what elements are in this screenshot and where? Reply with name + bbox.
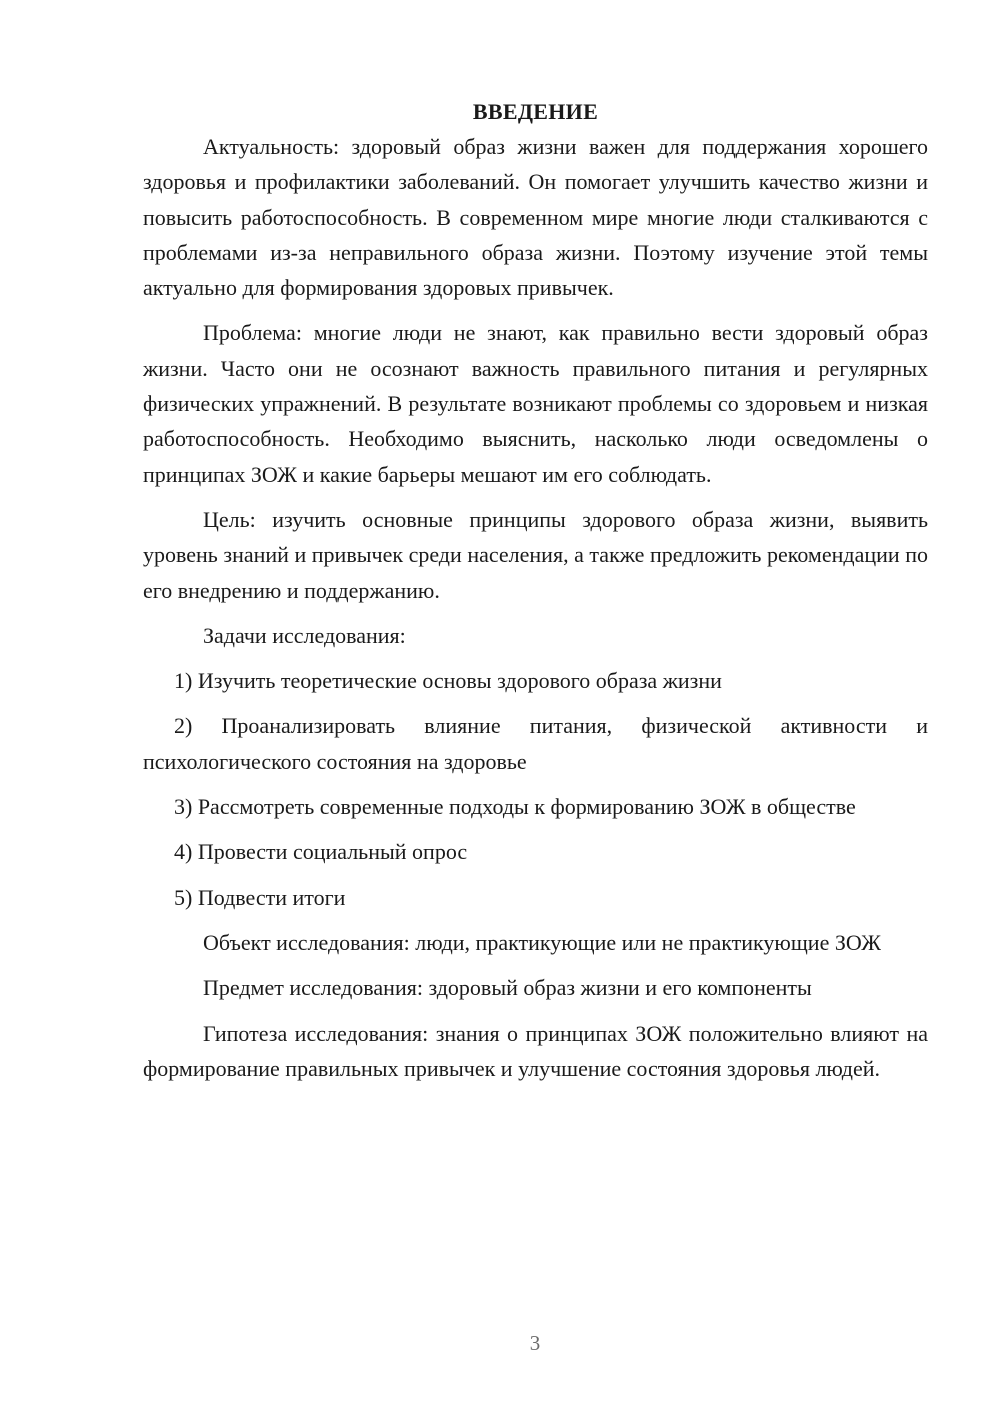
paragraph-object: Объект исследования: люди, практикующие или не практикующие ЗОЖ [203,929,881,955]
paragraph-problem: Проблема: многие люди не знают, как правильно вести здоровый образ жизни. Часто они не осознают важность правильного питания и регулярных физических упражнений. В результате возникают проблемы со здоровьем и низкая работоспособность. Необходимо выяснить, насколько люди осведомлены о принципах ЗОЖ и какие барьеры мешают им его соблюдать. [143,320,928,487]
task-item-5: 5) Подвести итоги [174,884,346,910]
paragraph-tasks-heading: Задачи исследования: [203,622,406,648]
document-page [143,94,928,1096]
paragraph-goal: Цель: изучить основные принципы здорового образа жизни, выявить уровень знаний и привычек среди населения, а также предложить рекомендации по его внедрению и поддержанию. [143,506,928,603]
task-item-4: 4) Провести социальный опрос [174,839,468,865]
task-item-1: 1) Изучить теоретические основы здорового образа жизни [174,668,722,694]
task-item-2: 2) Проанализировать влияние питания, физической активности и психологического состояния на здоровье [143,713,928,774]
page-number: 3 [529,1331,541,1355]
paragraph-relevance: Актуальность: здоровый образ жизни важен для поддержания хорошего здоровья и профилактики заболеваний. Он помогает улучшить качество жизни и повысить работоспособность. В современном мире многие люди сталкиваются с проблемами из-за неправильного образа жизни. Поэтому изучение этой темы актуально для формирования здоровых привычек. [143,134,928,301]
paragraph-subject: Предмет исследования: здоровый образ жизни и его компоненты [203,975,812,1001]
paragraph-hypothesis: Гипотеза исследования: знания о принципах ЗОЖ положительно влияют на формирование правильных привычек и улучшение состояния здоровья людей. [143,1020,928,1081]
task-item-3: 3) Рассмотреть современные подходы к формированию ЗОЖ в обществе [174,794,856,820]
page-title: ВВЕДЕНИЕ [472,99,599,124]
